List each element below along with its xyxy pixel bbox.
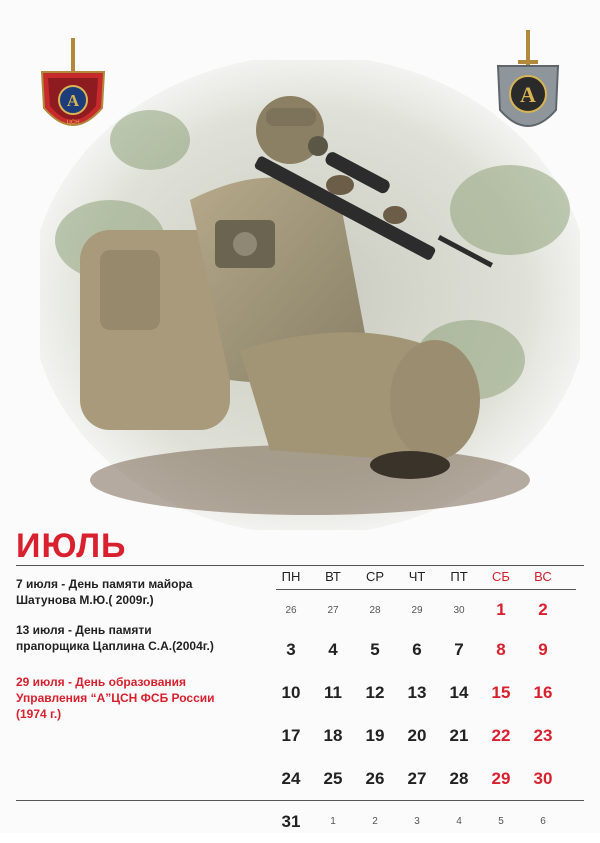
calendar-day: 21 — [449, 725, 469, 745]
adjacent-month-day: 28 — [369, 604, 381, 616]
note-item: 7 июля - День памяти майора Шатунова М.Ю.( 2009г.) — [16, 577, 193, 607]
calendar-day: 19 — [365, 725, 385, 745]
calendar-day: 12 — [365, 682, 385, 702]
note-item: 13 июля - День памяти прапорщика Цаплина С.А.(2004г.) — [16, 623, 214, 653]
calendar-body — [270, 592, 588, 843]
weekday-label: СБ — [492, 569, 510, 584]
weekday-divider — [276, 589, 576, 590]
calendar-day: 8 — [496, 639, 506, 659]
adjacent-month-day: 29 — [411, 604, 423, 616]
adjacent-month-day: 30 — [453, 604, 465, 616]
calendar-day: 14 — [449, 682, 469, 702]
calendar-day: 15 — [491, 682, 511, 702]
right-emblem-letter: А — [520, 82, 536, 107]
week-row — [270, 592, 588, 628]
calendar-day: 9 — [538, 639, 548, 659]
calendar-day: 6 — [412, 639, 422, 659]
adjacent-month-day: 4 — [456, 816, 462, 827]
fsb-shield-emblem — [36, 38, 110, 146]
left-emblem-caption: ЦСН — [66, 120, 80, 126]
adjacent-month-day: 3 — [414, 816, 420, 827]
calendar-day: 4 — [328, 639, 338, 659]
calendar-day: 17 — [281, 725, 301, 745]
note-item: 29 июля - День образования Управления “А”ЦСН ФСБ России (1974 г.) — [16, 675, 215, 721]
bottom-divider — [16, 800, 584, 801]
calendar-day: 28 — [449, 768, 469, 788]
adjacent-month-day: 27 — [327, 604, 339, 616]
calendar-day: 1 — [496, 600, 506, 619]
calendar-grid — [270, 568, 588, 843]
calendar-day: 23 — [533, 725, 553, 745]
calendar-day: 5 — [370, 639, 380, 659]
week-row — [270, 800, 588, 843]
calendar-day: 27 — [407, 768, 427, 788]
adjacent-month-day: 1 — [330, 816, 336, 827]
calendar-day: 3 — [286, 639, 296, 659]
weekday-label: ВТ — [325, 569, 341, 584]
weekday-label: СР — [365, 569, 385, 584]
left-emblem-letter: А — [66, 91, 80, 110]
alpha-group-emblem — [494, 30, 562, 142]
weekday-label: ПТ — [450, 569, 468, 584]
weekday-header — [270, 568, 588, 586]
memorial-notes — [16, 576, 266, 736]
calendar-day: 30 — [533, 768, 553, 788]
calendar-day: 2 — [538, 600, 548, 619]
calendar-day: 31 — [281, 811, 301, 831]
calendar-day: 16 — [533, 682, 553, 702]
weekday-label: ЧТ — [408, 569, 426, 584]
calendar-day: 20 — [407, 725, 427, 745]
adjacent-month-day: 6 — [540, 816, 546, 827]
calendar-day: 24 — [281, 768, 301, 788]
week-row — [270, 671, 588, 714]
top-divider — [16, 565, 584, 566]
calendar-day: 22 — [491, 725, 511, 745]
month-title: ИЮЛЬ — [16, 527, 127, 565]
calendar-day: 18 — [323, 725, 343, 745]
calendar-day: 10 — [281, 682, 301, 702]
weekday-label: ВС — [534, 569, 552, 584]
weekday-label: ПН — [281, 569, 301, 584]
calendar-day: 26 — [365, 768, 385, 788]
week-row — [270, 714, 588, 757]
calendar-day: 13 — [407, 682, 427, 702]
adjacent-month-day: 2 — [372, 816, 378, 827]
week-row — [270, 628, 588, 671]
calendar-day: 7 — [454, 639, 464, 659]
calendar-day: 25 — [323, 768, 343, 788]
adjacent-month-day: 5 — [498, 816, 504, 827]
calendar-day: 11 — [324, 682, 342, 702]
calendar-day: 29 — [491, 768, 511, 788]
week-row — [270, 757, 588, 800]
adjacent-month-day: 26 — [285, 604, 297, 616]
